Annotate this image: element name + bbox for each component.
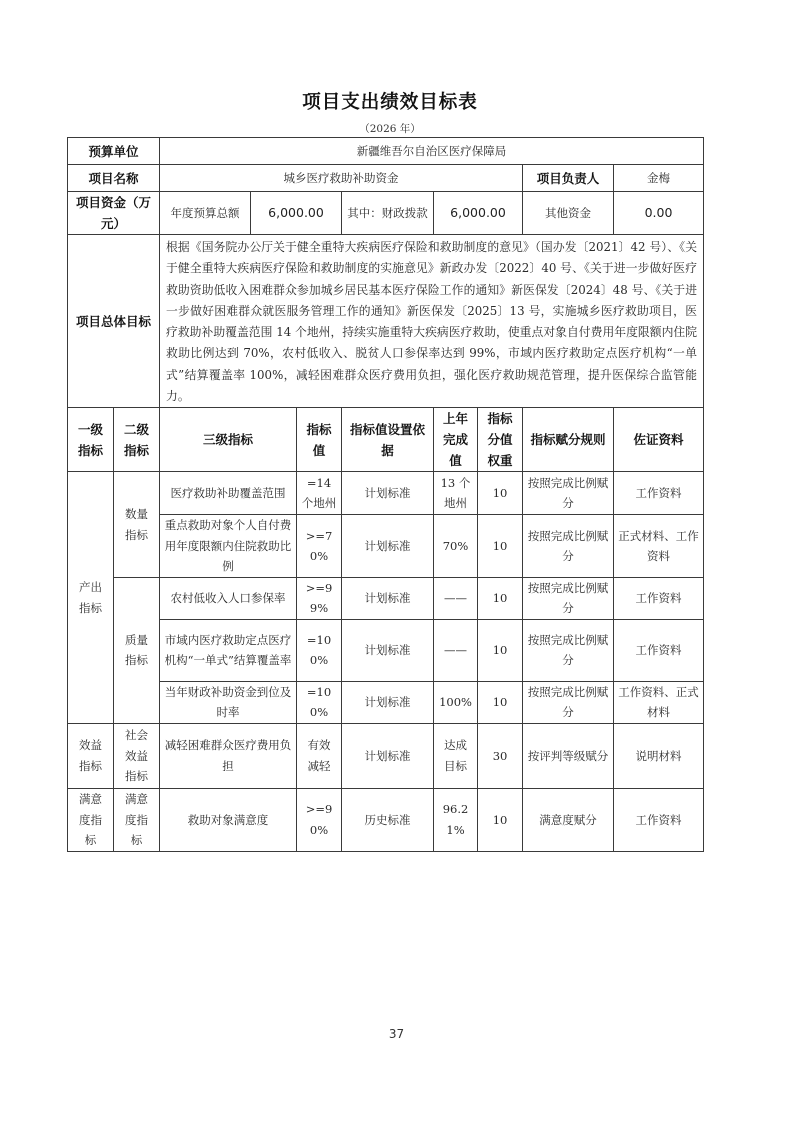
evidence-cell: 正式材料、工作资料	[614, 515, 704, 578]
last-year-cell: 96.21%	[434, 788, 478, 851]
header-level1: 一级指标	[68, 408, 114, 472]
project-funds-row	[68, 192, 704, 235]
header-last-year: 上年完成值	[434, 408, 478, 472]
basis-cell: 计划标准	[342, 681, 434, 723]
level3-cell: 救助对象满意度	[160, 788, 297, 851]
weight-cell: 10	[478, 472, 523, 515]
page-number: 37	[388, 1027, 405, 1041]
header-evidence: 佐证资料	[614, 408, 704, 472]
basis-cell: 计划标准	[342, 619, 434, 681]
level1-cell: 满意度指标	[68, 788, 114, 851]
basis-cell: 计划标准	[342, 723, 434, 788]
budget-unit-row	[68, 138, 704, 165]
level3-cell: 重点救助对象个人自付费用年度限额内住院救助比例	[160, 515, 297, 578]
evidence-cell: 说明材料	[614, 723, 704, 788]
overall-goal-row	[68, 235, 704, 408]
scoring-rule-cell: 按照完成比例赋分	[523, 515, 614, 578]
other-funds-label: 其他资金	[523, 192, 614, 235]
basis-cell: 计划标准	[342, 472, 434, 515]
project-name-value: 城乡医疗救助补助资金	[160, 165, 523, 192]
value-cell: >=70%	[297, 515, 342, 578]
weight-cell: 30	[478, 723, 523, 788]
header-scoring-rule: 指标赋分规则	[523, 408, 614, 472]
overall-goal-label: 项目总体目标	[68, 235, 160, 408]
value-cell: =14 个地州	[297, 472, 342, 515]
project-name-row	[68, 165, 704, 192]
project-lead-label: 项目负责人	[523, 165, 614, 192]
value-cell: >=90%	[297, 788, 342, 851]
last-year-cell: 70%	[434, 515, 478, 578]
scoring-rule-cell: 按照完成比例赋分	[523, 619, 614, 681]
indicator-row	[68, 577, 704, 619]
evidence-cell: 工作资料、正式材料	[614, 681, 704, 723]
last-year-cell: 13 个地州	[434, 472, 478, 515]
budget-unit-label: 预算单位	[68, 138, 160, 165]
last-year-cell: ——	[434, 577, 478, 619]
header-level2: 二级指标	[114, 408, 160, 472]
indicator-row	[68, 619, 704, 681]
annual-budget-label: 年度预算总额	[160, 192, 251, 235]
weight-cell: 10	[478, 681, 523, 723]
weight-cell: 10	[478, 515, 523, 578]
basis-cell: 计划标准	[342, 577, 434, 619]
evidence-cell: 工作资料	[614, 619, 704, 681]
document-year: （2026 年）	[359, 123, 421, 135]
indicator-row	[68, 472, 704, 515]
value-cell: 有效减轻	[297, 723, 342, 788]
value-cell: =100%	[297, 619, 342, 681]
level3-cell: 医疗救助补助覆盖范围	[160, 472, 297, 515]
scoring-rule-cell: 按照完成比例赋分	[523, 472, 614, 515]
last-year-cell: ——	[434, 619, 478, 681]
value-cell: =100%	[297, 681, 342, 723]
header-value: 指标值	[297, 408, 342, 472]
weight-cell: 10	[478, 577, 523, 619]
weight-cell: 10	[478, 788, 523, 851]
level2-cell: 社会效益指标	[114, 723, 160, 788]
level2-cell: 满意度指标	[114, 788, 160, 851]
project-lead-value: 金梅	[614, 165, 704, 192]
indicator-row	[68, 723, 704, 788]
annual-budget-value: 6,000.00	[251, 192, 342, 235]
level3-cell: 当年财政补助资金到位及时率	[160, 681, 297, 723]
level3-cell: 农村低收入人口参保率	[160, 577, 297, 619]
other-funds-value: 0.00	[614, 192, 704, 235]
evidence-cell: 工作资料	[614, 577, 704, 619]
level1-cell: 效益指标	[68, 723, 114, 788]
fiscal-funds-value: 6,000.00	[434, 192, 523, 235]
level3-cell: 市域内医疗救助定点医疗机构“一单式”结算覆盖率	[160, 619, 297, 681]
overall-goal-text: 根据《国务院办公厅关于健全重特大疾病医疗保险和救助制度的意见》（国办发〔2021〕42 号）、《关于健全重特大疾病医疗保险和救助制度的实施意见》新政办发〔2022〕40 号、《关于进一步做好医疗救助资助低收入困难群众参加城乡居民基本医疗保险工作的通知》新医保发〔2024〕48 号、《关于进一步做好困难群众就医服务管理工作的通知》新医保发〔2025〕13 号，实施城乡医疗救助项目，医疗救助补助覆盖范围 14 个地州，持续实施重特大疾病医疗救助，使重点对象自付费用年度限额内住院救助比例达到 70%，农村低收入、脱贫人口参保率达到 99%，市域内医疗救助定点医疗机构“一单式”结算覆盖率 100%，减轻困难群众医疗费用负担，强化医疗救助规范管理，提升医保综合监管能力。	[160, 235, 704, 408]
scoring-rule-cell: 满意度赋分	[523, 788, 614, 851]
scoring-rule-cell: 按照完成比例赋分	[523, 577, 614, 619]
document-title: 项目支出绩效目标表	[302, 92, 478, 113]
performance-target-table	[67, 137, 704, 852]
level2-cell: 数量指标	[114, 472, 160, 578]
header-level3: 三级指标	[160, 408, 297, 472]
level2-cell: 质量指标	[114, 577, 160, 723]
fiscal-funds-label: 其中：财政拨款	[342, 192, 434, 235]
evidence-cell: 工作资料	[614, 788, 704, 851]
project-funds-label: 项目资金（万元）	[68, 192, 160, 235]
project-name-label: 项目名称	[68, 165, 160, 192]
indicator-row	[68, 515, 704, 578]
last-year-cell: 100%	[434, 681, 478, 723]
basis-cell: 计划标准	[342, 515, 434, 578]
indicator-row	[68, 788, 704, 851]
scoring-rule-cell: 按照完成比例赋分	[523, 681, 614, 723]
weight-cell: 10	[478, 619, 523, 681]
value-cell: >=99%	[297, 577, 342, 619]
last-year-cell: 达成目标	[434, 723, 478, 788]
level1-cell: 产出指标	[68, 472, 114, 724]
header-basis: 指标值设置依据	[342, 408, 434, 472]
indicator-row	[68, 681, 704, 723]
level3-cell: 减轻困难群众医疗费用负担	[160, 723, 297, 788]
indicator-header-row	[68, 408, 704, 472]
scoring-rule-cell: 按评判等级赋分	[523, 723, 614, 788]
basis-cell: 历史标准	[342, 788, 434, 851]
evidence-cell: 工作资料	[614, 472, 704, 515]
header-weight: 指标分值权重	[478, 408, 523, 472]
budget-unit-value: 新疆维吾尔自治区医疗保障局	[160, 138, 704, 165]
